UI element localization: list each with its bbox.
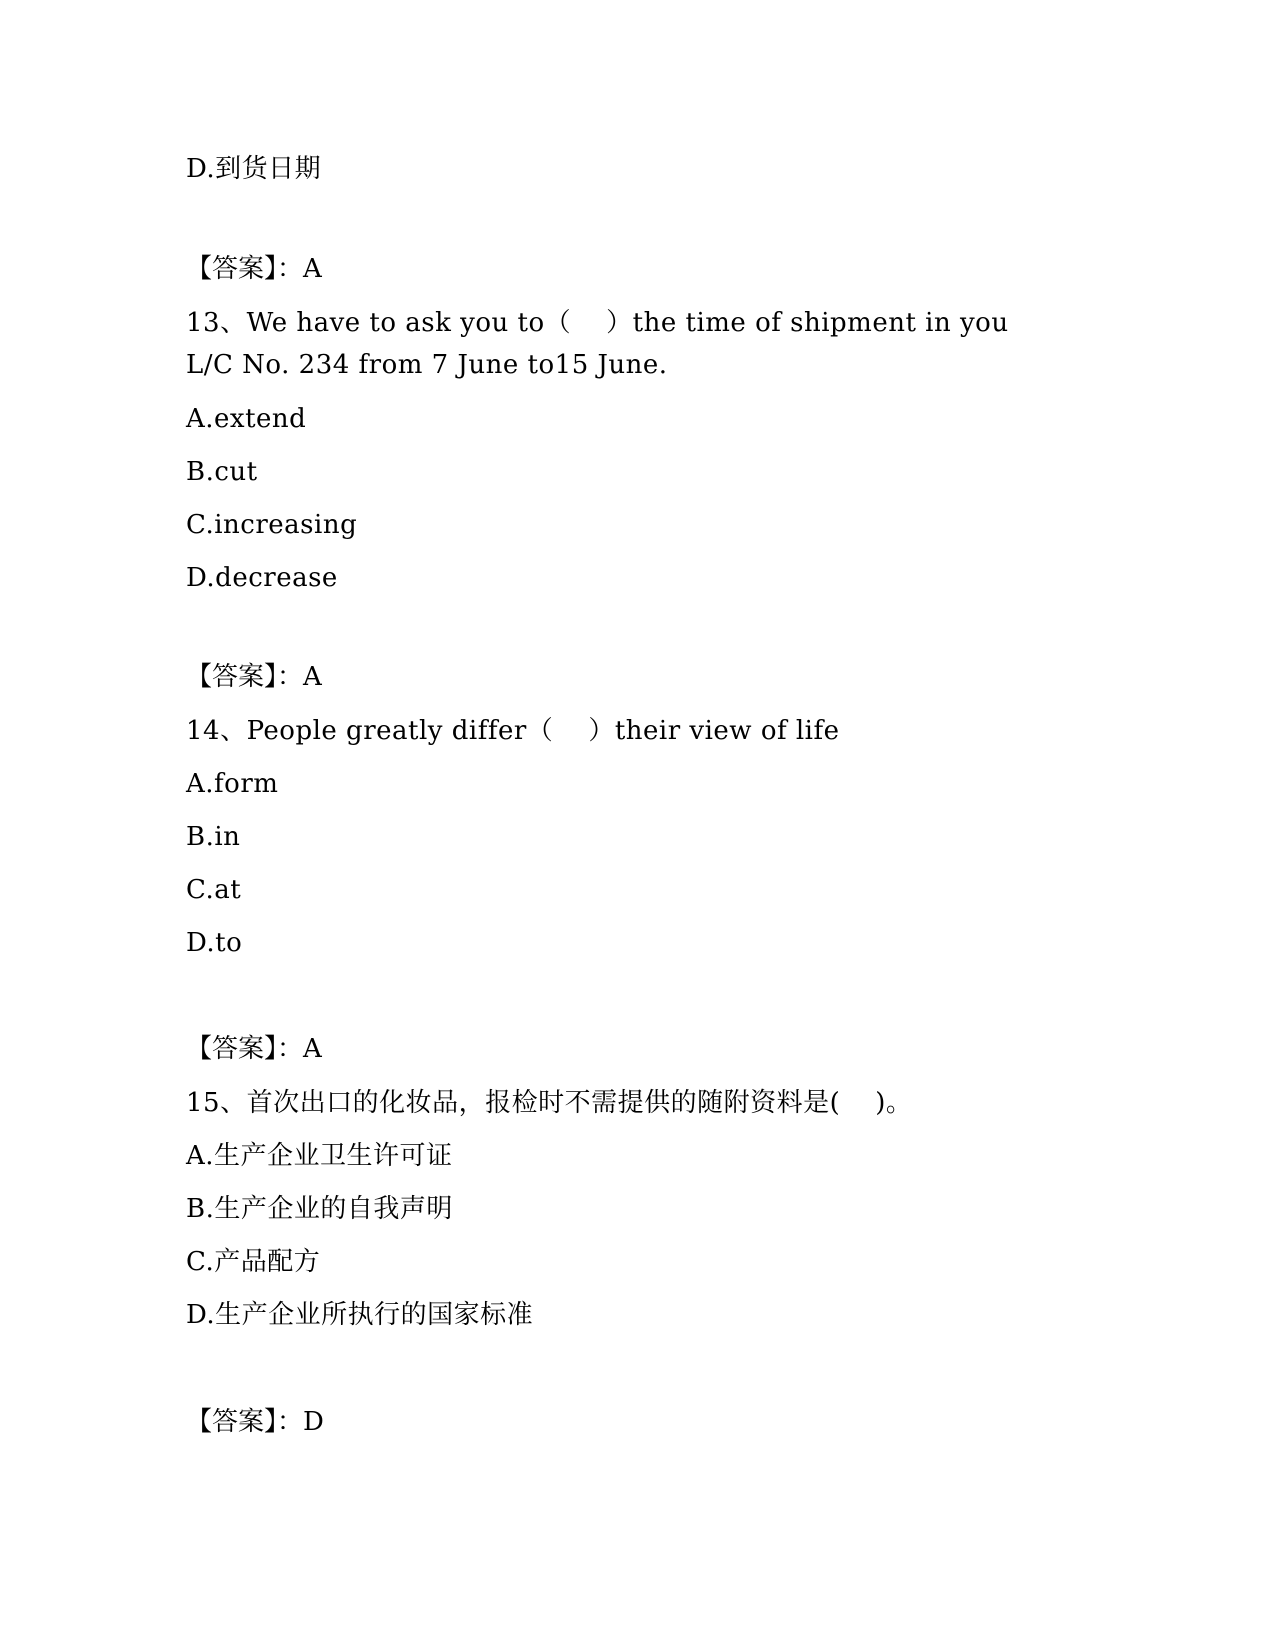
q14-stem: 14、People greatly differ（ ）their view of life <box>186 716 840 746</box>
q14-option-d: D.to <box>186 928 243 958</box>
q12-option-d: D.到货日期 <box>186 154 322 184</box>
q15-stem: 15、首次出口的化妆品，报检时不需提供的随附资料是( )。 <box>186 1088 913 1118</box>
q13-option-c: C.increasing <box>186 510 358 540</box>
q13-option-a: A.extend <box>186 404 307 434</box>
q15-option-d: D.生产企业所执行的国家标准 <box>186 1300 534 1330</box>
q13-stem-line2: L/C No. 234 from 7 June to15 June. <box>186 350 668 380</box>
q15-option-a: A.生产企业卫生许可证 <box>186 1141 453 1171</box>
q13-option-b: B.cut <box>186 457 258 487</box>
q15-answer: 【答案】：D <box>186 1407 324 1437</box>
q13-answer: 【答案】：A <box>186 662 322 692</box>
q15-option-c: C.产品配方 <box>186 1247 321 1277</box>
q14-option-c: C.at <box>186 875 242 905</box>
q14-answer: 【答案】：A <box>186 1034 322 1064</box>
q13-option-d: D.decrease <box>186 563 338 593</box>
q14-option-b: B.in <box>186 822 241 852</box>
q12-answer: 【答案】：A <box>186 254 322 284</box>
q13-stem-line1: 13、We have to ask you to（ ）the time of shipment in you <box>186 308 1009 338</box>
q15-option-b: B.生产企业的自我声明 <box>186 1194 453 1224</box>
q14-option-a: A.form <box>186 769 279 799</box>
